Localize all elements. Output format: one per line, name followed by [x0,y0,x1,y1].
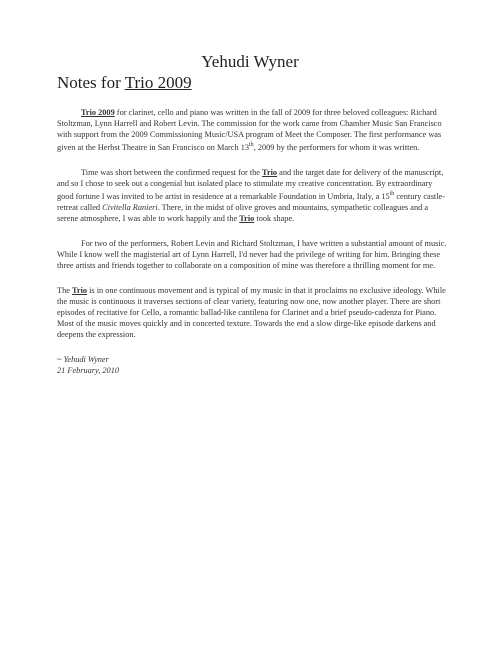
text-run: The [57,285,72,295]
text-run: Trio [239,213,255,223]
text-run: Trio [262,167,278,177]
page-title [57,73,192,93]
signature-block [57,354,449,376]
paragraph-3 [57,238,449,271]
paragraph-2 [57,167,449,224]
text-run: Trio [71,285,88,295]
text-run: took shape. [254,213,295,223]
notes-body [57,107,449,376]
text-run: th [389,190,395,197]
author-heading: Yehudi Wyner [201,52,299,71]
text-run: Civitella Ranieri [102,202,158,212]
text-run: is in one continuous movement and is typical of my music in that it proclaims no exclusive ideology. While the music is continuous it traverses sections of clear variety, featuring now one, now another player. There are short episodes of recitative for Cello, a romantic ballad-like cantilena for Clarinet and a brief pseudo-cadenza for Piano. Most of the music moves quickly and in concerted texture. Towards the end a slow dirge-like episode darkens and deepens the expression. [57,285,446,339]
text-run: . There, in the midst of olive groves and mountains, sympathetic colleagues and a serene atmosphere, I was able to work happily and the [57,202,429,223]
text-run: Trio 2009 [81,108,115,117]
title-prefix: Notes for [57,73,125,92]
paragraph-4 [57,285,449,340]
text-run: century castle-retreat called [57,191,445,212]
text-run: Time was short between the confirmed request for the [81,167,263,177]
title-work: Trio 2009 [124,73,192,92]
text-run: and the target date for delivery of the manuscript, and so I chose to seek out a congenial but isolated place to stimulate my creative concentration. By extraordinary good fortune I was invited to be artist in residence at a remarkable Foundation in Umbria, Italy, a 15 [57,167,444,201]
text-run: For two of the performers, Robert Levin and Richard Stoltzman, I have written a substantial amount of music. While I know well the magisterial art of Lynn Harrell, I'd never had the privilege of writing for him. Bringing these three artists and friends together to collaborate on a composition of mine was therefore a thrilling moment for me. [57,238,447,270]
paragraph-1 [57,107,449,153]
text-run: for clarinet, cello and piano was written in the fall of 2009 for three beloved colleagues: Richard Stoltzman, Lynn Harrell and Robert Levin. The commission for the work came from Chamber Music San Francisco with support from the 2009 Commissioning Music/USA program of Meet the Composer. The first performance was given at the Herbst Theatre in San Francisco on March 13 [57,108,442,152]
signature-name: ~ Yehudi Wyner [57,354,109,364]
text-run: th [249,142,254,148]
signature-date: 21 February, 2010 [57,365,119,375]
text-run: , 2009 by the performers for whom it was written. [253,142,420,152]
